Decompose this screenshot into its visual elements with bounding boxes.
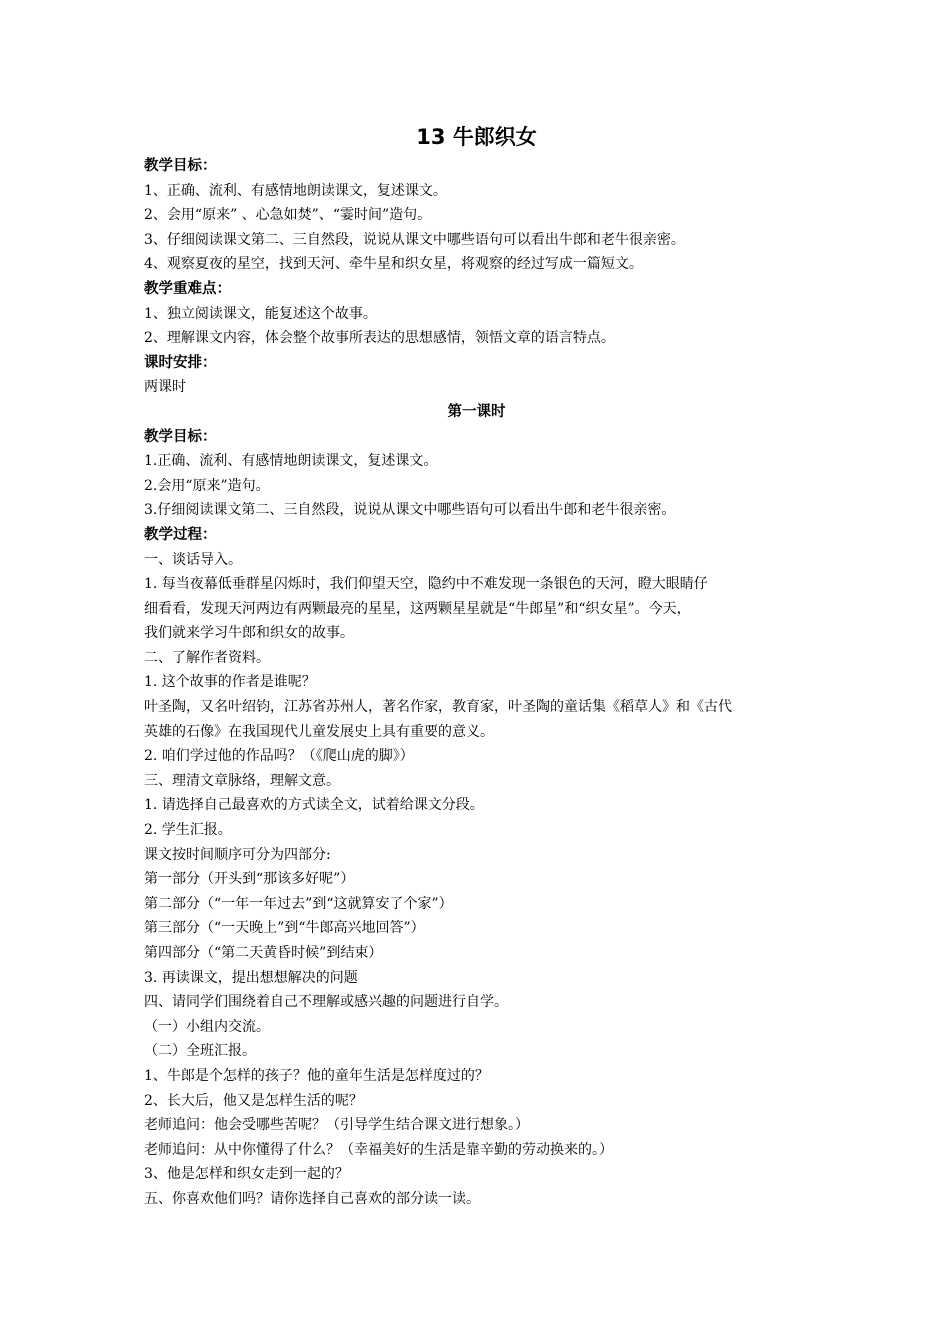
- paragraph-line: （二）全班汇报。: [144, 1043, 256, 1060]
- paragraph-line: 1. 这个故事的作者是谁呢？: [144, 674, 316, 691]
- paragraph-line: 一、谈话导入。: [144, 551, 242, 568]
- paragraph-line: 课文按时间顺序可分为四部分:: [144, 846, 331, 863]
- section-heading: 教学目标：: [144, 158, 217, 174]
- paragraph-line: 1、牛郎是个怎样的孩子？他的童年生活是怎样度过的？: [144, 1067, 489, 1084]
- paragraph-line: 3、他是怎样和织女走到一起的？: [144, 1166, 349, 1183]
- paragraph-line: 老师追问：他会受哪些苦呢？（引导学生结合课文进行想象。）: [144, 1117, 529, 1134]
- paragraph-line: 1、正确、流利、有感情地朗读课文，复述课文。: [144, 182, 447, 199]
- paragraph-line: 叶圣陶，又名叶绍钧，江苏省苏州人，著名作家，教育家，叶圣陶的童话集《稻草人》和《古代: [144, 699, 732, 716]
- paragraph-line: 细看看，发现天河两边有两颗最亮的星星，这两颗星星就是“牛郎星”和“织女星”。今天，: [144, 600, 691, 617]
- paragraph-line: 第三部分（“一天晚上”到“牛郎高兴地回答”）: [144, 920, 425, 937]
- paragraph-line: 2.会用“原来”造句。: [144, 477, 270, 494]
- paragraph-line: 3.仔细阅读课文第二、三自然段，说说从课文中哪些语句可以看出牛郎和老牛很亲密。: [144, 502, 676, 519]
- paragraph-line: 2、会用“原来” 、心急如焚”、“霎时间”造句。: [144, 207, 432, 224]
- paragraph-line: 3、仔细阅读课文第二、三自然段，说说从课文中哪些语句可以看出牛郎和老牛很亲密。: [144, 231, 685, 248]
- document-body: [144, 154, 809, 1212]
- document-title: 13 牛郎织女: [416, 125, 537, 149]
- paragraph-line: 1.正确、流利、有感情地朗读课文，复述课文。: [144, 453, 438, 470]
- lesson-period-heading: 第一课时: [447, 403, 506, 420]
- paragraph-line: 第一部分（开头到“那该多好呢”）: [144, 871, 355, 888]
- paragraph-line: 4、观察夏夜的星空，找到天河、牵牛星和织女星，将观察的经过写成一篇短文。: [144, 256, 643, 273]
- paragraph-line: 第四部分（“第二天黄昏时候”到结束）: [144, 945, 383, 961]
- paragraph-line: 老师追问：从中你懂得了什么？（幸福美好的生活是靠辛勤的劳动换来的。）: [144, 1141, 613, 1158]
- paragraph-line: 四、请同学们围绕着自己不理解或感兴趣的问题进行自学。: [144, 994, 508, 1011]
- paragraph-line: 1. 每当夜幕低垂群星闪烁时，我们仰望天空，隐约中不难发现一条银色的天河，瞪大眼睛仔: [144, 576, 708, 593]
- paragraph-line: 两课时: [144, 379, 186, 396]
- paragraph-line: 2. 学生汇报。: [144, 822, 232, 839]
- paragraph-line: 我们就来学习牛郎和织女的故事。: [144, 625, 354, 642]
- section-heading: 课时安排：: [144, 354, 217, 371]
- document-page: [144, 120, 809, 1212]
- paragraph-line: 二、了解作者资料。: [144, 649, 270, 666]
- paragraph-line: 2、理解课文内容，体会整个故事所表达的思想感情，领悟文章的语言特点。: [144, 330, 615, 347]
- paragraph-line: （一）小组内交流。: [144, 1018, 270, 1035]
- paragraph-line: 3. 再读课文，提出想想解决的问题: [144, 969, 358, 986]
- paragraph-line: 三、理清文章脉络，理解文意。: [144, 772, 340, 789]
- paragraph-line: 五、你喜欢他们吗？请你选择自己喜欢的部分读一读。: [144, 1190, 480, 1207]
- section-heading: 教学目标：: [144, 428, 217, 445]
- paragraph-line: 2. 咱们学过他的作品吗？（《爬山虎的脚》）: [144, 748, 414, 765]
- paragraph-line: 1、独立阅读课文，能复述这个故事。: [144, 305, 377, 322]
- paragraph-line: 英雄的石像》在我国现代儿童发展史上具有重要的意义。: [144, 723, 494, 740]
- paragraph-line: 1. 请选择自己最喜欢的方式读全文，试着给课文分段。: [144, 797, 484, 814]
- section-heading: 教学过程：: [144, 526, 217, 543]
- paragraph-line: 第二部分（“一年一年过去”到“这就算安了个家”）: [144, 895, 453, 912]
- section-heading: 教学重难点：: [144, 280, 231, 297]
- paragraph-line: 2、长大后，他又是怎样生活的呢？: [144, 1092, 363, 1109]
